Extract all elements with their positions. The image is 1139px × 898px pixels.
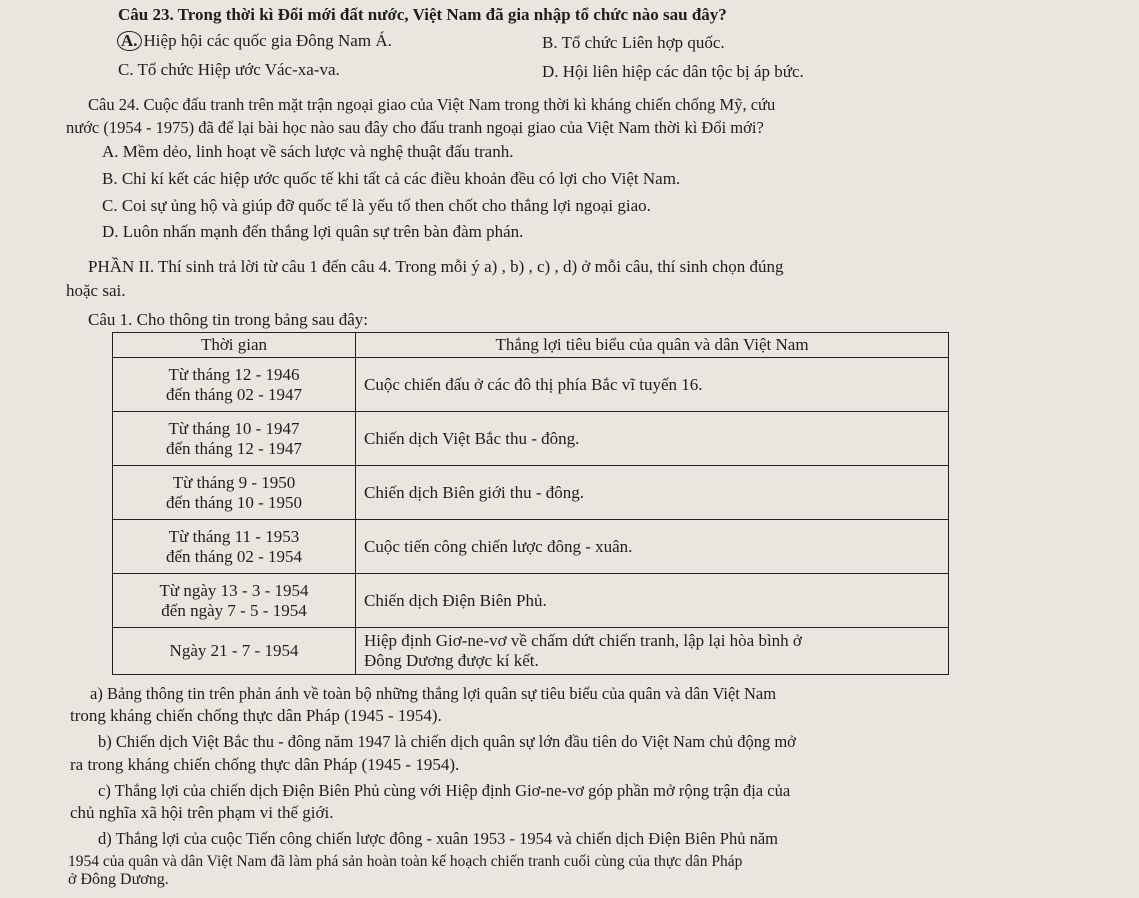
- statement-c-line2: chủ nghĩa xã hội trên phạm vi thế giới.: [70, 803, 334, 822]
- statement-d-line1: d) Thắng lợi của cuộc Tiến công chiến lược đông - xuân 1953 - 1954 và chiến dịch Điện Biên Phủ năm: [98, 829, 778, 848]
- events-table: [112, 332, 949, 675]
- q24-option-d: D. Luôn nhấn mạnh đến thắng lợi quân sự trên bàn đàm phán.: [102, 222, 524, 241]
- time-line2: đến tháng 02 - 1947: [166, 384, 302, 404]
- event-line1: Hiệp định Giơ-ne-vơ về chấm dứt chiến tranh, lập lại hòa bình ở: [364, 631, 802, 650]
- statement-d-line3: ở Đông Dương.: [68, 871, 169, 888]
- q24-option-b: B. Chỉ kí kết các hiệp ước quốc tế khi tất cả các điều khoản đều có lợi cho Việt Nam.: [102, 169, 681, 188]
- event-cell: Cuộc chiến đấu ở các đô thị phía Bắc vĩ tuyến 16.: [356, 358, 949, 412]
- q23-option-a-text: Hiệp hội các quốc gia Đông Nam Á.: [143, 31, 392, 50]
- statement-b-line2: ra trong kháng chiến chống thực dân Pháp (1945 - 1954).: [70, 755, 460, 774]
- part2-line2: hoặc sai.: [66, 281, 126, 300]
- table-row: [113, 628, 949, 675]
- statement-a-line2: trong kháng chiến chống thực dân Pháp (1945 - 1954).: [70, 706, 442, 725]
- time-cell: [113, 574, 356, 628]
- q23-option-c: C. Tổ chức Hiệp ước Vác-xa-va.: [118, 60, 340, 79]
- time-line2: đến tháng 10 - 1950: [166, 492, 302, 512]
- event-cell: Chiến dịch Biên giới thu - đông.: [356, 466, 949, 520]
- q23-option-b: B. Tổ chức Liên hợp quốc.: [542, 33, 725, 52]
- table-row: [113, 466, 949, 520]
- c1-intro: Câu 1. Cho thông tin trong bảng sau đây:: [88, 310, 369, 329]
- q24-option-a: A. Mềm dẻo, linh hoạt về sách lược và nghệ thuật đấu tranh.: [102, 142, 514, 161]
- table-row: [113, 520, 949, 574]
- event-cell: Chiến dịch Điện Biên Phủ.: [356, 574, 949, 628]
- time-line1: Từ ngày 13 - 3 - 1954: [159, 580, 309, 600]
- q23-stem: Câu 23. Trong thời kì Đổi mới đất nước, Việt Nam đã gia nhập tổ chức nào sau đây?: [118, 5, 727, 24]
- table-header-time: Thời gian: [113, 333, 356, 358]
- time-cell: [113, 520, 356, 574]
- statement-a-line1: a) Bảng thông tin trên phản ánh về toàn bộ những thắng lợi quân sự tiêu biểu của quân và dân Việt Nam: [90, 684, 777, 703]
- time-line1: Từ tháng 11 - 1953: [168, 526, 300, 546]
- statement-c-line1: c) Thắng lợi của chiến dịch Điện Biên Phủ cùng với Hiệp định Giơ-ne-vơ góp phần mở rộng trận địa của: [98, 781, 791, 800]
- time-line2: đến tháng 02 - 1954: [166, 546, 302, 566]
- selected-answer-circle: A.: [117, 31, 142, 51]
- q24-stem-line2: nước (1954 - 1975) đã để lại bài học nào sau đây cho đấu tranh ngoại giao của Việt Nam thời kì Đổi mới?: [66, 118, 764, 137]
- time-line1: Từ tháng 12 - 1946: [168, 364, 300, 384]
- event-cell: Chiến dịch Việt Bắc thu - đông.: [356, 412, 949, 466]
- q24-option-c: C. Coi sự ủng hộ và giúp đỡ quốc tế là yếu tố then chốt cho thắng lợi ngoại giao.: [102, 196, 651, 215]
- time-line1: Từ tháng 9 - 1950: [172, 472, 296, 492]
- q23-option-a: [117, 31, 392, 51]
- time-line2: đến tháng 12 - 1947: [166, 438, 302, 458]
- event-cell: [356, 628, 949, 675]
- time-line1: Ngày 21 - 7 - 1954: [169, 641, 299, 660]
- statement-d-line2: 1954 của quân và dân Việt Nam đã làm phá sản hoàn toàn kế hoạch chiến tranh cuối cùng của thực dân Pháp: [68, 853, 743, 870]
- time-line2: đến ngày 7 - 5 - 1954: [161, 600, 307, 620]
- table-header-event: Thắng lợi tiêu biểu của quân và dân Việt Nam: [356, 333, 949, 358]
- q23-option-d: D. Hội liên hiệp các dân tộc bị áp bức.: [542, 62, 804, 81]
- table-row: [113, 574, 949, 628]
- table-row: [113, 412, 949, 466]
- table-header-row: [113, 333, 949, 358]
- part2-line1: PHẦN II. Thí sinh trả lời từ câu 1 đến câu 4. Trong mỗi ý a) , b) , c) , d) ở mỗi câu, thí sinh chọn đúng: [88, 257, 784, 276]
- time-cell: [113, 628, 356, 675]
- time-line1: Từ tháng 10 - 1947: [168, 418, 300, 438]
- event-line2: Đông Dương được kí kết.: [364, 651, 539, 670]
- time-cell: [113, 358, 356, 412]
- time-cell: [113, 466, 356, 520]
- statement-b-line1: b) Chiến dịch Việt Bắc thu - đông năm 1947 là chiến dịch quân sự lớn đầu tiên do Việt Nam chủ động mở: [98, 732, 796, 751]
- table-row: [113, 358, 949, 412]
- q24-stem-line1: Câu 24. Cuộc đấu tranh trên mặt trận ngoại giao của Việt Nam trong thời kì kháng chiến chống Mỹ, cứu: [88, 95, 776, 114]
- event-cell: Cuộc tiến công chiến lược đông - xuân.: [356, 520, 949, 574]
- time-cell: [113, 412, 356, 466]
